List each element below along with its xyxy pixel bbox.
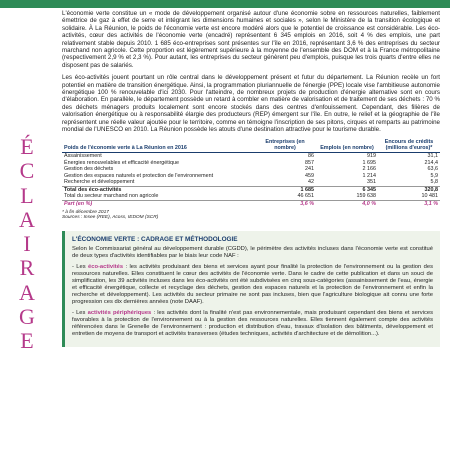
cell-emplois: 1 214 bbox=[362, 172, 376, 179]
box-peripheral-activities bbox=[72, 310, 433, 338]
cell-emplois: 919 bbox=[367, 152, 376, 159]
cell-emplois: 1 695 bbox=[362, 159, 376, 166]
cell-emplois: 2 166 bbox=[362, 166, 376, 173]
cell-entreprises: 857 bbox=[305, 159, 314, 166]
peripheral-activities-term: activités périphériques bbox=[87, 310, 152, 317]
eco-activities-term: éco-activités bbox=[88, 264, 124, 271]
cell-emplois: 159 638 bbox=[316, 193, 378, 200]
main-content bbox=[62, 10, 440, 347]
column-header: Entreprises (en nombre) bbox=[265, 138, 305, 151]
row-label: Gestion des espaces naturels et protection de l'environnement bbox=[64, 172, 214, 179]
sidebar-letter: E bbox=[20, 328, 34, 354]
row-label: Gestion des déchets bbox=[64, 166, 114, 173]
table-notes bbox=[62, 210, 440, 222]
header-bar bbox=[0, 0, 450, 8]
row-label: Assainissement bbox=[64, 152, 102, 159]
cell-entreprises: 1 685 bbox=[254, 186, 316, 193]
sidebar-letter: A bbox=[19, 279, 35, 305]
row-label: Total du secteur marchand non agricole bbox=[62, 193, 254, 200]
sidebar-letter: I bbox=[23, 231, 31, 257]
row-label: Part (en %) bbox=[64, 201, 93, 208]
cell-credits: 320,8 bbox=[378, 186, 440, 193]
intro-paragraph: L'économie verte constitue un « mode de développement organisé autour d'une économie sobre en ressources naturelles, faiblement émettrice de gaz à effet de serre et intégrant les dimensions humaines et sociales », selon le Ministère de la transition écologique et solidaire. À La Réunion, le poids de l'économie verte est encore modéré alors que le potentiel de croissance est considérable. Les éco-activités, cœur des activités de l'économie verte (encadré) représentent 6 345 emplois en 2016, soit 4 % des emplois, une part relativement stable depuis 2010. 1 685 éco-entreprises sont présentes sur l'île en 2016, représentant 3,6 % des entreprises du secteur marchand non agricole. Cette proportion est légèrement supérieure à la moyenne de l'ensemble des DOM et à la France métropolitaine (respectivement 2,9 % et 2,3 %). Pour autant, les entreprises du secteur génèrent peu d'emplois, puisque les trois quarts d'entre elles ne disposent pas de salariés. bbox=[62, 10, 440, 69]
box-title: L'ÉCONOMIE VERTE : CADRAGE ET MÉTHODOLOGIE bbox=[72, 236, 238, 244]
row-label: Total des éco-activités bbox=[62, 186, 254, 193]
cell-credits: 5,8 bbox=[430, 179, 438, 186]
bullet-prefix: - Les bbox=[72, 310, 86, 317]
table-sources: Sources : Insee (REE), Acoss, IEDOM (SCR) bbox=[62, 215, 159, 221]
table-row bbox=[62, 152, 440, 159]
sidebar-letter: É bbox=[20, 134, 34, 159]
cell-credits: 5,9 bbox=[430, 172, 438, 179]
table-row bbox=[62, 166, 440, 173]
cell-credits: 31,1 bbox=[427, 152, 438, 159]
sidebar-letter: A bbox=[19, 206, 35, 232]
cell-entreprises: 86 bbox=[308, 152, 314, 159]
methodology-box bbox=[62, 231, 440, 347]
table-row bbox=[62, 160, 440, 167]
eclairage-vertical-title bbox=[12, 135, 42, 354]
cell-emplois: 4,0 % bbox=[362, 201, 376, 208]
sidebar-letter: R bbox=[19, 255, 35, 281]
row-label: Énergies renouvelables et efficacité énergétique bbox=[64, 159, 179, 166]
cell-entreprises: 241 bbox=[305, 166, 314, 173]
table-title: Poids de l'économie verte à La Réunion en 2016 bbox=[64, 144, 187, 151]
eco-activities-text: : les activités produisant des biens et services ayant pour finalité la protection de l'environnement ou la gestion des ressources naturelles. Elles constituent le cœur des activités de l'économie verte. Dans le cadre de cette publication et dans un souci de simplification, les 39 activités incluses dans les éco-activités ont été subdivisées en cinq sous-catégories (assainissement de l'eau, énergie et efficacité énergétique, collecte et recyclage des déchets, gestion des espaces naturels et la protection de l'environnement et enfin la recherche et développement). Les activités du secteur primaire ne sont pas incluses, bien que l'agriculture biologique ait connu une forte progression ces dix dernières années (note DAAF). bbox=[72, 264, 433, 306]
column-header: Emplois (en nombre) bbox=[320, 144, 374, 151]
table-row bbox=[62, 179, 440, 186]
row-label: Recherche et développement bbox=[64, 179, 135, 186]
cell-emplois: 6 345 bbox=[316, 186, 378, 193]
market-total-row bbox=[62, 193, 440, 200]
cell-entreprises: 42 bbox=[308, 179, 314, 186]
sidebar-letter: C bbox=[19, 158, 35, 184]
sidebar-letter: G bbox=[19, 304, 35, 330]
cell-entreprises: 459 bbox=[305, 172, 314, 179]
cell-entreprises: 46 651 bbox=[254, 193, 316, 200]
cell-credits: 214,4 bbox=[424, 159, 438, 166]
cell-emplois: 351 bbox=[367, 179, 376, 186]
total-row bbox=[62, 186, 440, 193]
green-economy-table bbox=[62, 139, 440, 208]
peripheral-activities-text: : les activités dont la finalité n'est pas environnementale, mais produisant cependant des biens et services favorables à la protection de l'environnement ou à la gestion des ressources naturelles. Elles tiennent également compte des activités référencées dans le Grenelle de l'environnement : production et distribution d'eau, travaux d'isolation des bâtiments, développement et entretien de moyens de transport et activités transverses (études techniques, activités d'architecture et de démolition...). bbox=[72, 310, 433, 338]
box-intro: Selon le Commissariat général au développement durable (CGDD), le périmètre des activités incluses dans l'économie verte est constitué de deux types d'activités identifiables par le biais leur code NAF : bbox=[72, 246, 433, 260]
bullet-prefix: - Les bbox=[72, 264, 86, 271]
cell-credits: 10 481 bbox=[378, 193, 440, 200]
share-row bbox=[62, 201, 440, 208]
sidebar-letter: L bbox=[20, 182, 34, 208]
second-paragraph: Les éco-activités jouent pourtant un rôle central dans le développement présent et futur du département. La Réunion recèle un fort potentiel en matière de transition énergétique. Ainsi, la programmation pluriannuelle de l'énergie (PPE) locale vise l'ambitieuse autonomie énergétique 100 % renouvelable d'ici 2030. Pour l'atteindre, de nombreux projets de production d'énergie alternative sont en cours d'élaboration. En parallèle, le département possède un retard à combler en matière de valorisation et de traitement de ses déchets : 70 % des déchets ménagers produits localement sont encore stockés dans des centres d'enfouissement. Cependant, des filières de valorisation énergétique ou à responsabilité élargie des producteurs (REP) émergent sur l'île. En outre, le relief et la géographie de l'île représentent une réelle valeur ajoutée pour le territoire, comme en témoigne l'inscription de ses pitons, cirques et remparts au patrimoine mondial de l'UNESCO en 2010. La Réunion possède les atouts d'une destination attractive pour le tourisme durable. bbox=[62, 74, 440, 134]
table-footnote: * à fin décembre 2017 bbox=[62, 209, 109, 215]
cell-credits: 3,1 % bbox=[424, 201, 438, 208]
column-header: Encours de crédits (millions d'euros)* bbox=[384, 138, 434, 151]
box-eco-activities bbox=[72, 264, 433, 306]
cell-credits: 63,6 bbox=[427, 166, 438, 173]
table-row bbox=[62, 173, 440, 180]
cell-entreprises: 3,6 % bbox=[300, 201, 314, 208]
